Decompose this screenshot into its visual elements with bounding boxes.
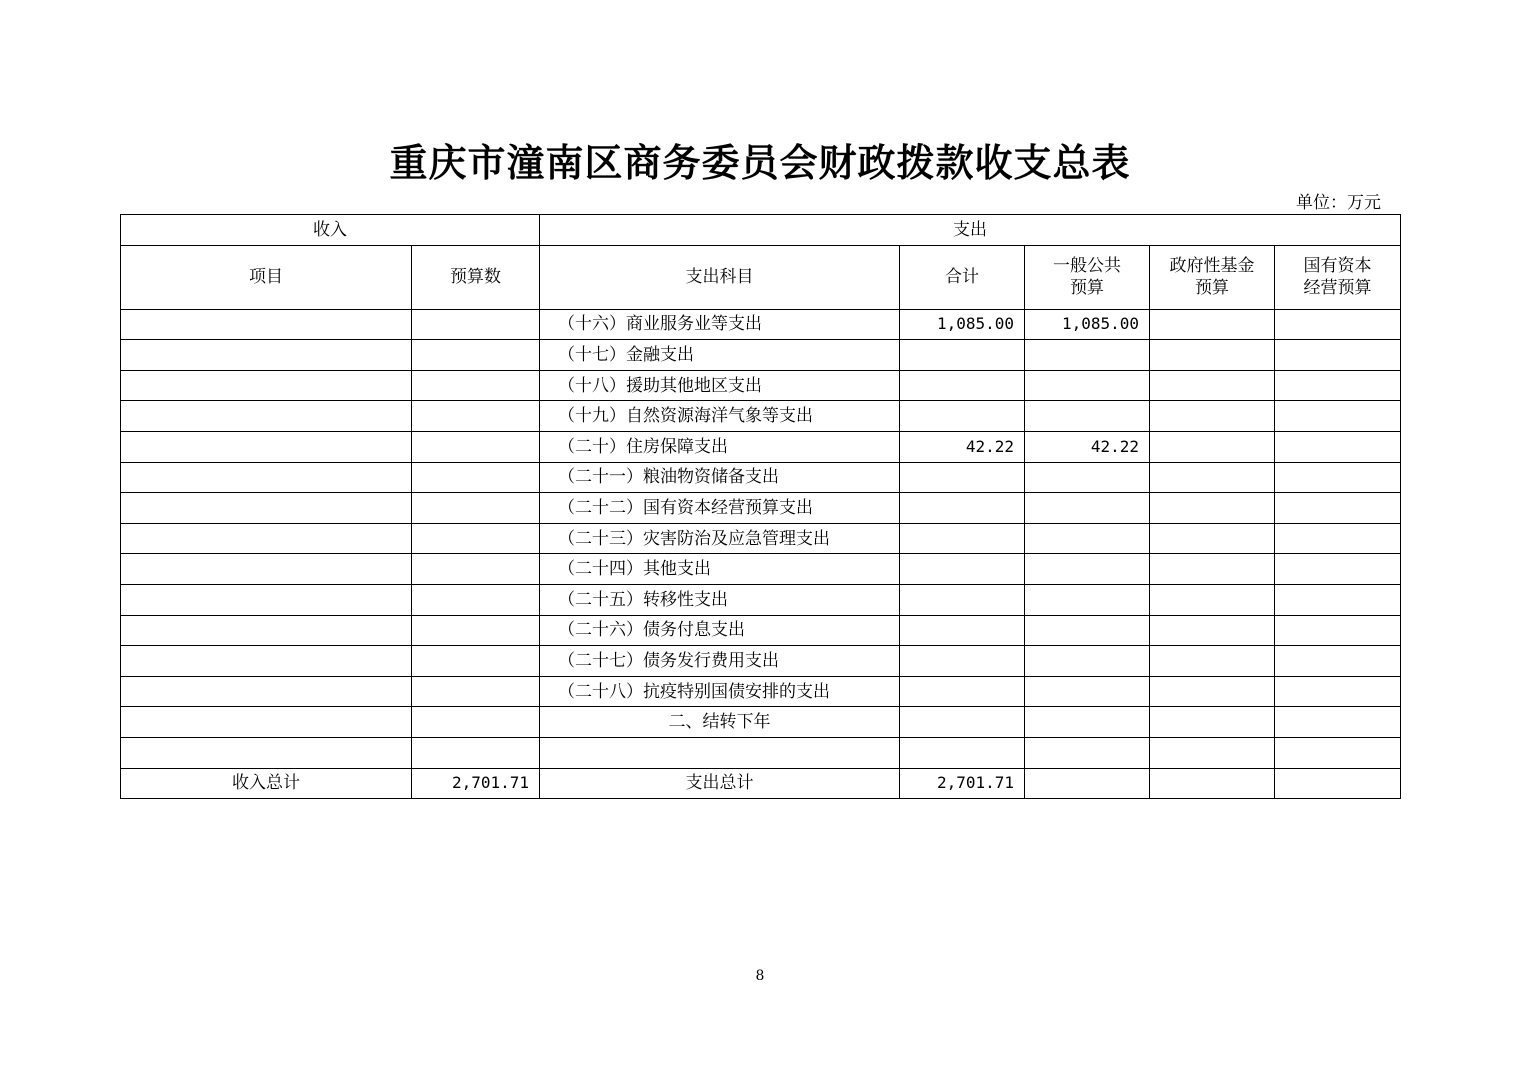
col-fund-header: 政府性基金 预算: [1150, 245, 1275, 309]
table-row: [121, 707, 1401, 738]
row-item-cell: [121, 493, 412, 524]
row-subject-cell: （十七）金融支出: [540, 340, 900, 371]
row-capital-cell: [1275, 523, 1401, 554]
table-row: [121, 370, 1401, 401]
row-capital-cell: [1275, 584, 1401, 615]
row-item-cell: [121, 462, 412, 493]
row-capital-cell: [1275, 370, 1401, 401]
row-capital-cell: [1275, 615, 1401, 646]
row-total-cell: [900, 523, 1025, 554]
row-capital-cell: [1275, 401, 1401, 432]
row-budget-cell: [412, 309, 540, 340]
row-item-cell: [121, 646, 412, 677]
row-capital-cell: [1275, 707, 1401, 738]
row-subject-cell: （十六）商业服务业等支出: [540, 309, 900, 340]
row-total-cell: [900, 493, 1025, 524]
col-subject-header: 支出科目: [540, 245, 900, 309]
row-total-cell: [900, 646, 1025, 677]
row-capital-cell: [1275, 676, 1401, 707]
row-total-cell: [900, 584, 1025, 615]
expense-total-general: [1025, 768, 1150, 799]
row-budget-cell: [412, 737, 540, 768]
expense-total-label: 支出总计: [540, 768, 900, 799]
row-general-cell: [1025, 676, 1150, 707]
income-total-label: 收入总计: [121, 768, 412, 799]
row-general-cell: [1025, 493, 1150, 524]
row-general-cell: [1025, 737, 1150, 768]
row-subject-cell: （二十四）其他支出: [540, 554, 900, 585]
row-subject-cell: （二十）住房保障支出: [540, 431, 900, 462]
row-general-cell: [1025, 462, 1150, 493]
row-total-cell: [900, 554, 1025, 585]
row-budget-cell: [412, 646, 540, 677]
row-fund-cell: [1150, 340, 1275, 371]
row-general-cell: [1025, 584, 1150, 615]
row-subject-cell: （二十七）债务发行费用支出: [540, 646, 900, 677]
row-subject-cell: 二、结转下年: [540, 707, 900, 738]
row-item-cell: [121, 401, 412, 432]
table-row: [121, 554, 1401, 585]
expense-total-fund: [1150, 768, 1275, 799]
row-capital-cell: [1275, 431, 1401, 462]
row-fund-cell: [1150, 370, 1275, 401]
row-total-cell: [900, 340, 1025, 371]
table-row: [121, 676, 1401, 707]
row-item-cell: [121, 554, 412, 585]
row-total-cell: 1,085.00: [900, 309, 1025, 340]
appropriation-table: [120, 214, 1401, 799]
totals-row: [121, 768, 1401, 799]
row-fund-cell: [1150, 737, 1275, 768]
row-fund-cell: [1150, 554, 1275, 585]
row-total-cell: [900, 615, 1025, 646]
row-fund-cell: [1150, 309, 1275, 340]
row-total-cell: [900, 370, 1025, 401]
row-general-cell: [1025, 646, 1150, 677]
row-budget-cell: [412, 554, 540, 585]
page-number: 8: [755, 968, 765, 984]
row-general-cell: 1,085.00: [1025, 309, 1150, 340]
row-subject-cell: （二十八）抗疫特别国债安排的支出: [540, 676, 900, 707]
row-general-cell: [1025, 340, 1150, 371]
row-item-cell: [121, 676, 412, 707]
row-item-cell: [121, 737, 412, 768]
row-item-cell: [121, 584, 412, 615]
row-general-cell: [1025, 370, 1150, 401]
row-total-cell: [900, 462, 1025, 493]
row-fund-cell: [1150, 584, 1275, 615]
row-subject-cell: （十八）援助其他地区支出: [540, 370, 900, 401]
row-item-cell: [121, 707, 412, 738]
row-fund-cell: [1150, 707, 1275, 738]
row-subject-cell: （十九）自然资源海洋气象等支出: [540, 401, 900, 432]
row-capital-cell: [1275, 646, 1401, 677]
col-total-header: 合计: [900, 245, 1025, 309]
row-subject-cell: （二十五）转移性支出: [540, 584, 900, 615]
table-row: [121, 584, 1401, 615]
table-row: [121, 340, 1401, 371]
row-subject-cell: （二十二）国有资本经营预算支出: [540, 493, 900, 524]
row-subject-cell: [540, 737, 900, 768]
row-item-cell: [121, 523, 412, 554]
header-row-columns: [121, 245, 1401, 309]
row-budget-cell: [412, 401, 540, 432]
page-title: 重庆市潼南区商务委员会财政拨款收支总表: [389, 140, 1131, 185]
row-budget-cell: [412, 523, 540, 554]
expense-total-capital: [1275, 768, 1401, 799]
row-fund-cell: [1150, 615, 1275, 646]
col-general-header: 一般公共 预算: [1025, 245, 1150, 309]
row-item-cell: [121, 309, 412, 340]
row-general-cell: [1025, 615, 1150, 646]
row-general-cell: [1025, 554, 1150, 585]
row-total-cell: [900, 737, 1025, 768]
expense-group-header: 支出: [540, 215, 1401, 246]
income-total-value: 2,701.71: [412, 768, 540, 799]
row-capital-cell: [1275, 309, 1401, 340]
row-capital-cell: [1275, 493, 1401, 524]
row-fund-cell: [1150, 676, 1275, 707]
row-total-cell: 42.22: [900, 431, 1025, 462]
unit-label: 单位：万元: [1296, 193, 1381, 213]
row-fund-cell: [1150, 523, 1275, 554]
table-row: [121, 523, 1401, 554]
row-fund-cell: [1150, 401, 1275, 432]
row-general-cell: 42.22: [1025, 431, 1150, 462]
row-total-cell: [900, 707, 1025, 738]
row-fund-cell: [1150, 431, 1275, 462]
row-budget-cell: [412, 340, 540, 371]
header-row-groups: [121, 215, 1401, 246]
table-row: [121, 462, 1401, 493]
table-row: [121, 431, 1401, 462]
row-budget-cell: [412, 370, 540, 401]
table-row: [121, 309, 1401, 340]
table-row: [121, 737, 1401, 768]
income-group-header: 收入: [121, 215, 540, 246]
row-item-cell: [121, 370, 412, 401]
row-capital-cell: [1275, 340, 1401, 371]
row-budget-cell: [412, 584, 540, 615]
expense-total-value: 2,701.71: [900, 768, 1025, 799]
row-fund-cell: [1150, 493, 1275, 524]
table-row: [121, 646, 1401, 677]
row-fund-cell: [1150, 646, 1275, 677]
row-item-cell: [121, 340, 412, 371]
row-subject-cell: （二十一）粮油物资储备支出: [540, 462, 900, 493]
row-total-cell: [900, 676, 1025, 707]
row-budget-cell: [412, 676, 540, 707]
row-capital-cell: [1275, 462, 1401, 493]
row-capital-cell: [1275, 737, 1401, 768]
row-budget-cell: [412, 493, 540, 524]
row-general-cell: [1025, 707, 1150, 738]
table-row: [121, 615, 1401, 646]
row-subject-cell: （二十三）灾害防治及应急管理支出: [540, 523, 900, 554]
row-budget-cell: [412, 431, 540, 462]
row-general-cell: [1025, 401, 1150, 432]
table-body: [121, 309, 1401, 768]
row-budget-cell: [412, 615, 540, 646]
row-total-cell: [900, 401, 1025, 432]
row-budget-cell: [412, 462, 540, 493]
row-capital-cell: [1275, 554, 1401, 585]
col-item-header: 项目: [121, 245, 412, 309]
col-capital-header: 国有资本 经营预算: [1275, 245, 1401, 309]
row-subject-cell: （二十六）债务付息支出: [540, 615, 900, 646]
row-item-cell: [121, 615, 412, 646]
row-budget-cell: [412, 707, 540, 738]
table-row: [121, 401, 1401, 432]
row-general-cell: [1025, 523, 1150, 554]
table-row: [121, 493, 1401, 524]
col-budget-header: 预算数: [412, 245, 540, 309]
row-fund-cell: [1150, 462, 1275, 493]
row-item-cell: [121, 431, 412, 462]
